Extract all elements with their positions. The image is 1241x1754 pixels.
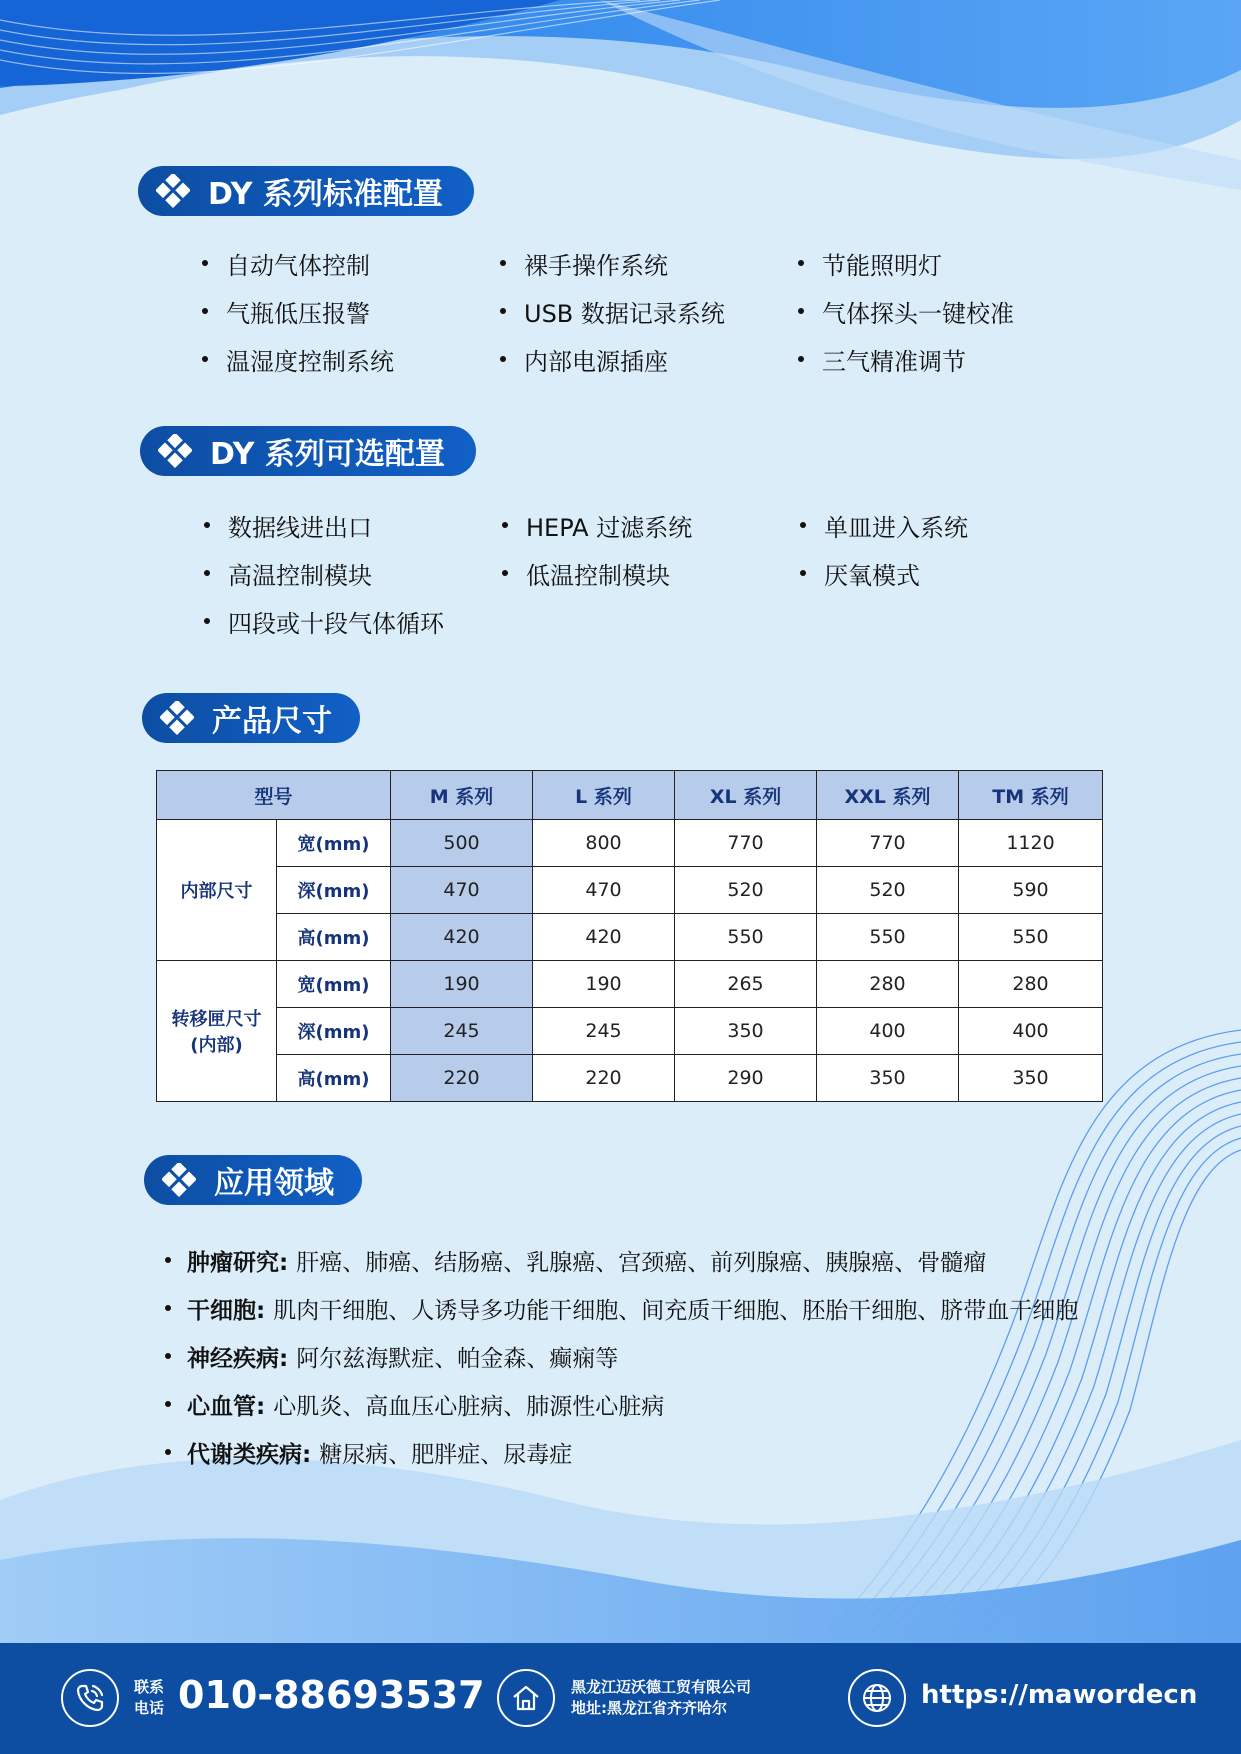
list-item: 干细胞: 肌肉干细胞、人诱导多功能干细胞、间充质干细胞、胚胎干细胞、脐带血干细胞 bbox=[165, 1284, 1078, 1332]
diamond-icon bbox=[158, 434, 192, 468]
list-item: 自动气体控制 bbox=[202, 244, 500, 282]
phone-number[interactable]: 010-88693537 bbox=[178, 1673, 485, 1717]
table-row: 高(mm) 420 420 550 550 550 bbox=[157, 914, 1103, 961]
list-item: 四段或十段气体循环 bbox=[204, 602, 502, 640]
list-item: 气瓶低压报警 bbox=[202, 292, 500, 330]
header-tm: TM 系列 bbox=[959, 771, 1103, 820]
list-item: 数据线进出口 bbox=[204, 506, 502, 544]
list-item: 裸手操作系统 bbox=[500, 244, 798, 282]
size-table bbox=[156, 770, 1103, 1102]
header-m: M 系列 bbox=[391, 771, 533, 820]
standard-config-title: DY 系列标准配置 bbox=[208, 177, 443, 212]
optional-config-title: DY 系列可选配置 bbox=[210, 437, 445, 472]
home-icon bbox=[497, 1669, 555, 1727]
header-xxl: XXL 系列 bbox=[817, 771, 959, 820]
product-size-heading bbox=[142, 693, 360, 743]
contact-label-2: 电话 bbox=[134, 1699, 165, 1717]
company-name: 黑龙江迈沃德工贸有限公司 bbox=[571, 1678, 752, 1696]
applications-title: 应用领域 bbox=[214, 1166, 334, 1201]
header-model: 型号 bbox=[157, 771, 391, 820]
phone-icon bbox=[61, 1669, 119, 1727]
diamond-icon bbox=[160, 701, 194, 735]
optional-config-list bbox=[204, 506, 1098, 640]
footer-bar bbox=[0, 1643, 1241, 1754]
table-row: 转移匣尺寸 (内部) 宽(mm) 190 190 265 280 280 bbox=[157, 961, 1103, 1008]
list-item: 三气精准调节 bbox=[798, 340, 1096, 378]
contact-label-1: 联系 bbox=[134, 1678, 165, 1696]
applications-list bbox=[165, 1236, 1078, 1476]
table-row: 深(mm) 245 245 350 400 400 bbox=[157, 1008, 1103, 1055]
header-xl: XL 系列 bbox=[675, 771, 817, 820]
company-address: 地址:黑龙江省齐齐哈尔 bbox=[571, 1699, 727, 1717]
list-item: 肿瘤研究: 肝癌、肺癌、结肠癌、乳腺癌、宫颈癌、前列腺癌、胰腺癌、骨髓瘤 bbox=[165, 1236, 1078, 1284]
list-item: USB 数据记录系统 bbox=[500, 292, 798, 330]
list-item: 代谢类疾病: 糖尿病、肥胖症、尿毒症 bbox=[165, 1428, 1078, 1476]
table-row: 内部尺寸 宽(mm) 500 800 770 770 1120 bbox=[157, 820, 1103, 867]
product-size-title: 产品尺寸 bbox=[212, 704, 332, 739]
list-item: HEPA 过滤系统 bbox=[502, 506, 800, 544]
table-row: 高(mm) 220 220 290 350 350 bbox=[157, 1055, 1103, 1102]
website-link[interactable]: https://mawordecn bbox=[921, 1680, 1198, 1710]
list-item: 内部电源插座 bbox=[500, 340, 798, 378]
list-item: 单皿进入系统 bbox=[800, 506, 1098, 544]
table-header-row bbox=[157, 771, 1103, 820]
list-item: 气体探头一键校准 bbox=[798, 292, 1096, 330]
list-item: 低温控制模块 bbox=[502, 554, 800, 592]
optional-config-heading bbox=[140, 426, 476, 476]
standard-config-list bbox=[202, 244, 1096, 378]
list-item: 心血管: 心肌炎、高血压心脏病、肺源性心脏病 bbox=[165, 1380, 1078, 1428]
applications-heading bbox=[144, 1155, 362, 1205]
group-label-transfer: 转移匣尺寸 (内部) bbox=[157, 961, 277, 1102]
table-row: 深(mm) 470 470 520 520 590 bbox=[157, 867, 1103, 914]
standard-config-heading bbox=[138, 166, 474, 216]
header-l: L 系列 bbox=[533, 771, 675, 820]
list-item: 温湿度控制系统 bbox=[202, 340, 500, 378]
list-item: 高温控制模块 bbox=[204, 554, 502, 592]
list-item: 节能照明灯 bbox=[798, 244, 1096, 282]
group-label-inner: 内部尺寸 bbox=[157, 820, 277, 961]
list-item: 厌氧模式 bbox=[800, 554, 1098, 592]
diamond-icon bbox=[156, 174, 190, 208]
diamond-icon bbox=[162, 1163, 196, 1197]
list-item: 神经疾病: 阿尔兹海默症、帕金森、癫痫等 bbox=[165, 1332, 1078, 1380]
globe-icon bbox=[848, 1669, 906, 1727]
